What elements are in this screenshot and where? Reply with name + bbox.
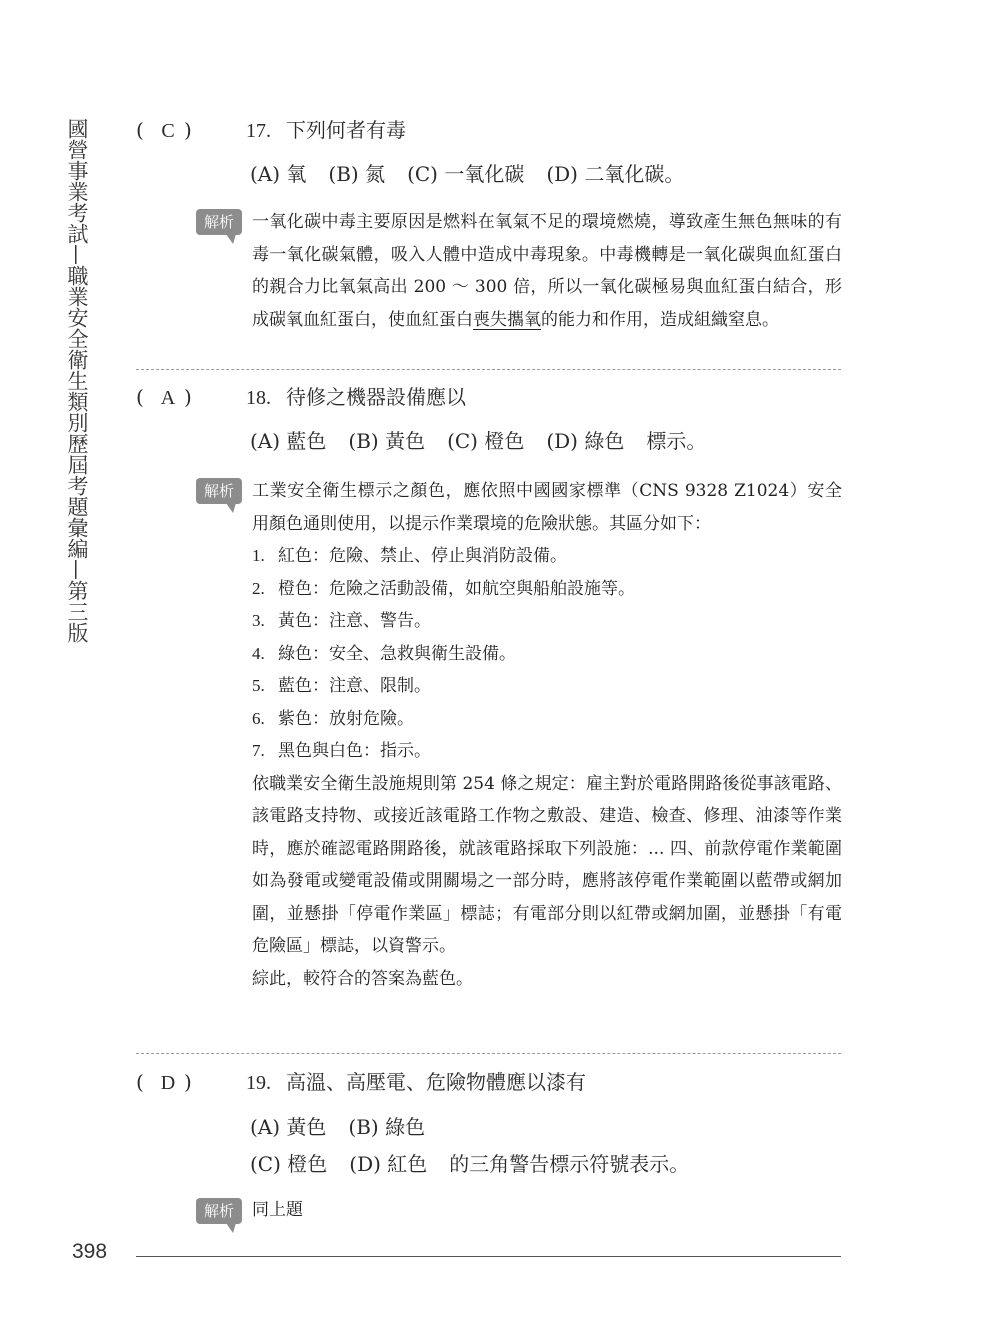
question-18-explanation [252, 475, 842, 995]
question-18 [136, 384, 466, 411]
answer-letter: C [161, 120, 175, 142]
explanation-rule: 依職業安全衛生設施規則第 254 條之規定：雇主對於電路開路後從事該電路、該電路支持物、或接近該電路工作物之敷設、建造、檢查、修理、油漆等作業時，應於確認電路開路後，就該電路採取下列設施：... 四、前款停電作業範圍如為發電或變電設備或開關場之一部分時，應將該停電作業範圍以藍帶或網加圍，並懸掛「停電作業區」標誌；有電部分則以紅帶或網加圍，並懸掛「有電危險區」標誌，以資警示。 [252, 773, 842, 956]
option-c: (C) 橙色 [447, 429, 525, 453]
question-text: 高溫、高壓電、危險物體應以漆有 [286, 1070, 586, 1094]
question-17 [136, 117, 406, 144]
explanation-badge: 解析 [196, 209, 242, 235]
option-b: (B) 氮 [328, 162, 386, 186]
answer-letter: A [160, 387, 176, 409]
answer-bracket: ( D ) [136, 1070, 192, 1094]
book-side-title: 國營事業考試—職業安全衛生類別歷屆考題彙編—第三版 [65, 118, 89, 643]
question-divider [136, 369, 841, 370]
option-suffix: 標示。 [646, 429, 707, 453]
option-a: (A) 黃色 [250, 1115, 327, 1139]
explanation-badge: 解析 [196, 1198, 242, 1224]
option-d: (D) 二氧化碳。 [546, 162, 685, 186]
question-19-options-line1 [250, 1114, 447, 1140]
list-item: 4. 綠色：安全、急救與衛生設備。 [252, 643, 516, 664]
answer-bracket: ( A ) [136, 385, 192, 409]
option-d: (D) 綠色 [546, 429, 625, 453]
explanation-paragraph: 一氧化碳中毒主要原因是燃料在氧氣不足的環境燃燒，導致產生無色無味的有毒一氧化碳氣體，吸入人體中造成中毒現象。中毒機轉是一氧化碳與血紅蛋白的親合力比氧氣高出 200 ～ 300 倍，所以一氧化碳極易與血紅蛋白結合，形成碳氧血紅蛋白，使血紅蛋白喪失攜氧的能力和作用，造成組織窒息。 [252, 212, 842, 330]
option-c: (C) 一氧化碳 [407, 162, 525, 186]
question-text: 下列何者有毒 [286, 118, 406, 142]
option-a: (A) 藍色 [250, 429, 327, 453]
explanation-conclusion: 綜此，較符合的答案為藍色。 [252, 968, 473, 989]
list-item: 6. 紫色：放射危險。 [252, 708, 414, 729]
option-suffix: 的三角警告標示符號表示。 [449, 1152, 690, 1176]
option-b: (B) 黃色 [348, 429, 426, 453]
color-list [252, 540, 842, 768]
question-19-options-line2 [250, 1151, 711, 1177]
question-divider [136, 1053, 841, 1054]
question-text: 待修之機器設備應以 [286, 385, 466, 409]
explanation-paragraph: 同上題 [252, 1200, 303, 1220]
explanation-badge: 解析 [196, 478, 242, 504]
option-b: (B) 綠色 [348, 1115, 426, 1139]
question-19-explanation [252, 1194, 842, 1227]
list-item: 3. 黃色：注意、警告。 [252, 611, 431, 631]
question-17-explanation [252, 206, 842, 336]
question-17-options [250, 161, 706, 187]
answer-bracket: ( C ) [136, 118, 192, 142]
option-a: (A) 氧 [250, 162, 307, 186]
answer-letter: D [160, 1072, 176, 1094]
question-number: 18. [246, 387, 271, 409]
question-19 [136, 1069, 586, 1096]
footer-rule [136, 1256, 841, 1257]
option-c: (C) 橙色 [250, 1152, 328, 1176]
question-number: 19. [246, 1072, 271, 1094]
underlined-term: 喪失攜氧 [473, 309, 541, 330]
question-number: 17. [246, 120, 271, 142]
list-item: 5. 藍色：注意、限制。 [252, 676, 431, 696]
list-item: 1. 紅色：危險、禁止、停止與消防設備。 [252, 546, 567, 566]
list-item: 2. 橙色：危險之活動設備，如航空與船舶設施等。 [252, 578, 635, 599]
page-number: 398 [72, 1240, 108, 1263]
list-item: 7. 黑色與白色：指示。 [252, 741, 431, 761]
option-d: (D) 紅色 [349, 1152, 428, 1176]
question-18-options [250, 428, 728, 454]
explanation-intro: 工業安全衛生標示之顏色，應依照中國國家標準（CNS 9328 Z1024）安全用顏色通則使用，以提示作業環境的危險狀態。其區分如下： [252, 481, 842, 534]
